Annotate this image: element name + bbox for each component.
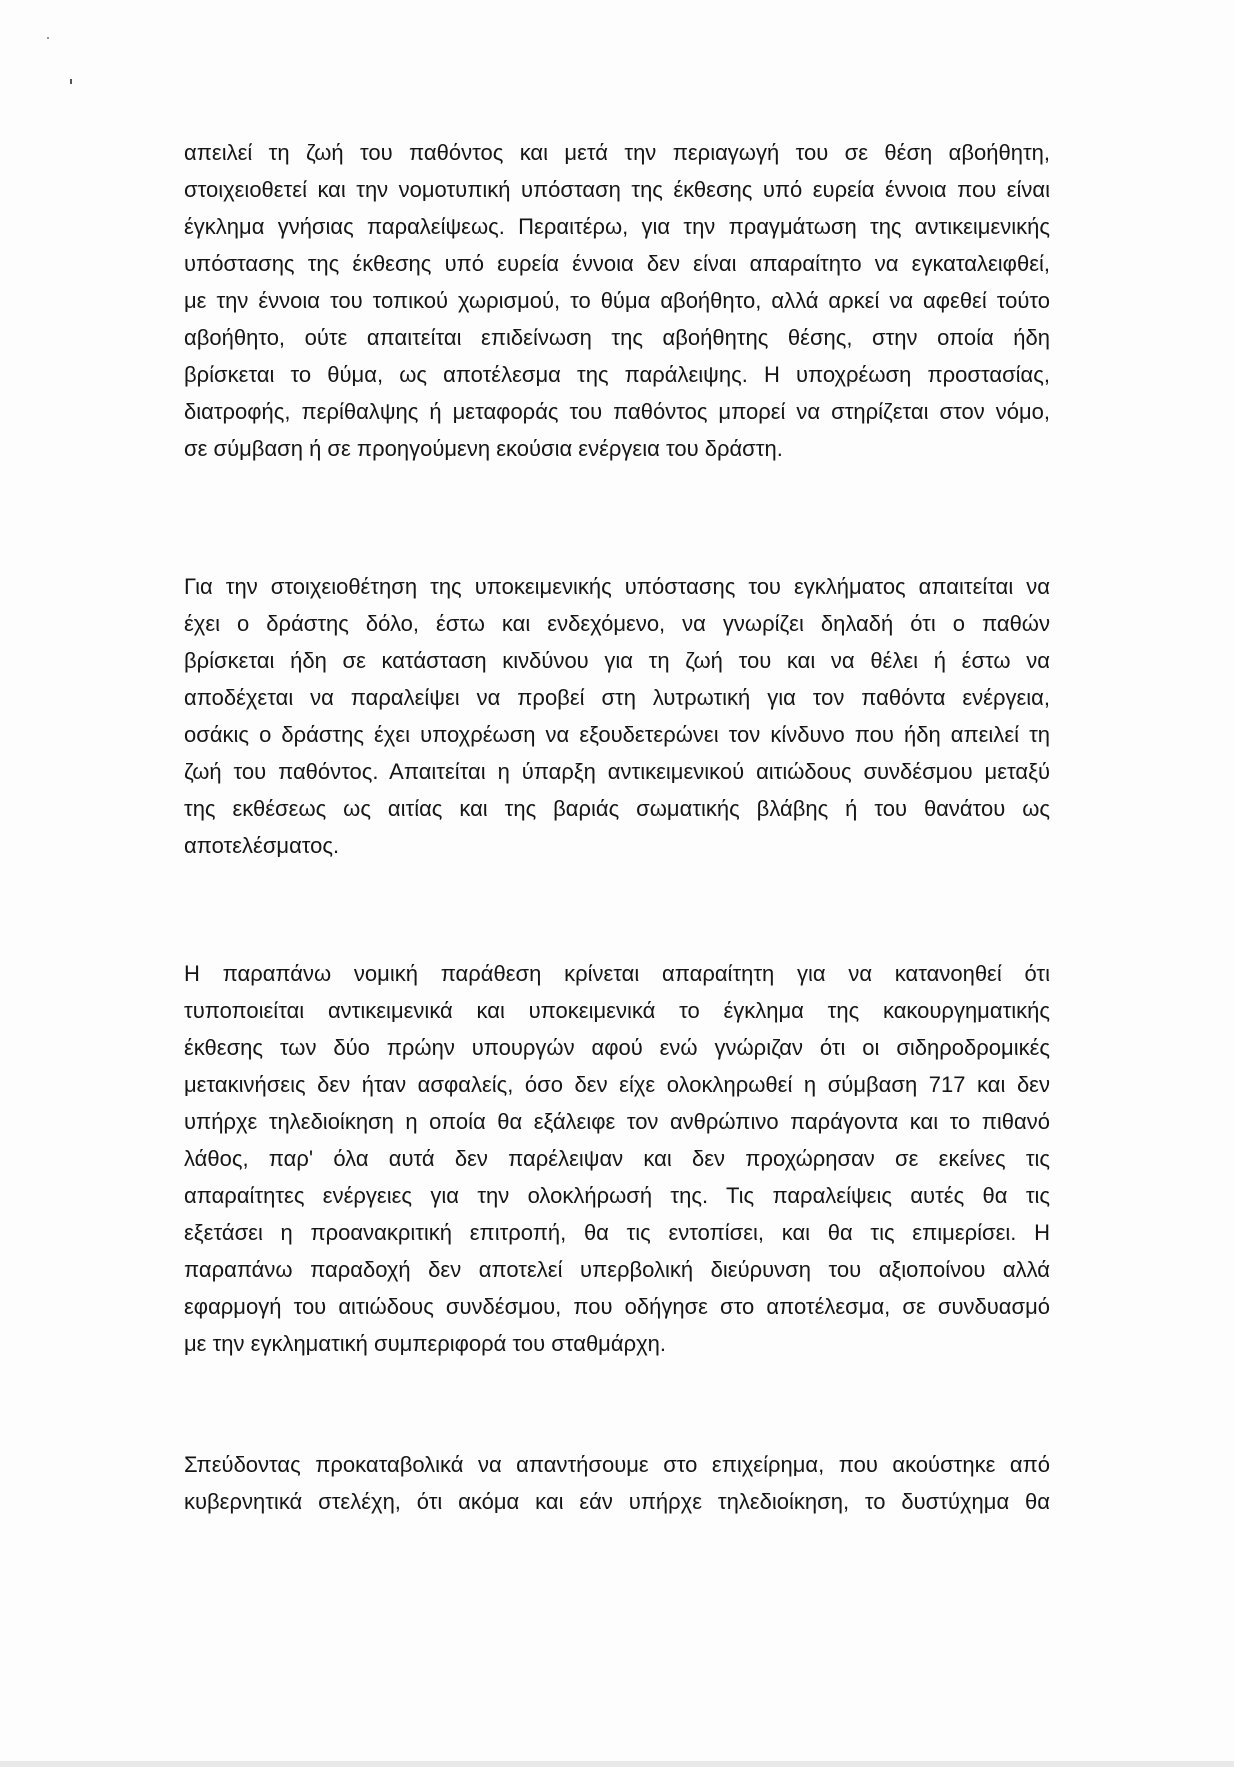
text-line: οσάκις ο δράστης έχει υποχρέωση να εξουδετερώνει τον κίνδυνο που ήδη απειλεί τη [184, 722, 1050, 747]
text-line: μετακινήσεις δεν ήταν ασφαλείς, όσο δεν είχε ολοκληρωθεί η σύμβαση 717 και δεν [184, 1072, 1050, 1097]
text-line: στοιχειοθετεί και την νομοτυπική υπόσταση της έκθεσης υπό ευρεία έννοια που είναι [184, 177, 1050, 202]
text-line: με την εγκληματική συμπεριφορά του σταθμάρχη. [184, 1331, 666, 1356]
text-line: έχει ο δράστης δόλο, έστω και ενδεχόμενο, να γνωρίζει δηλαδή ότι ο παθών [184, 611, 1050, 636]
text-line: έγκλημα γνήσιας παραλείψεως. Περαιτέρω, για την πραγμάτωση της αντικειμενικής [184, 214, 1050, 239]
scan-edge [0, 1761, 1234, 1767]
text-line: βρίσκεται ήδη σε κατάσταση κινδύνου για τη ζωή του και να θέλει ή έστω να [184, 648, 1050, 673]
text-line: υπόστασης της έκθεσης υπό ευρεία έννοια δεν είναι απαραίτητο να εγκαταλειφθεί, [184, 251, 1050, 276]
text-line: Η παραπάνω νομική παράθεση κρίνεται απαραίτητη για να κατανοηθεί ότι [184, 961, 1050, 986]
text-line: εφαρμογή του αιτιώδους συνδέσμου, που οδήγησε στο αποτέλεσμα, σε συνδυασμό [184, 1294, 1050, 1319]
text-line: Για την στοιχειοθέτηση της υποκειμενικής υπόστασης του εγκλήματος απαιτείται να [184, 574, 1050, 599]
text-line: απαραίτητες ενέργειες για την ολοκλήρωσή της. Τις παραλείψεις αυτές θα τις [184, 1183, 1050, 1208]
text-line: διατροφής, περίθαλψης ή μεταφοράς του παθόντος μπορεί να στηρίζεται στον νόμο, [184, 399, 1050, 424]
text-line: Σπεύδοντας προκαταβολικά να απαντήσουμε στο επιχείρημα, που ακούστηκε από [184, 1452, 1050, 1477]
text-line: της εκθέσεως ως αιτίας και της βαριάς σωματικής βλάβης ή του θανάτου ως [184, 796, 1050, 821]
text-line: με την έννοια του τοπικού χωρισμού, το θύμα αβοήθητο, αλλά αρκεί να αφεθεί τούτο [184, 288, 1050, 313]
text-line: εξετάσει η προανακριτική επιτροπή, θα τις εντοπίσει, και θα τις επιμερίσει. Η [184, 1220, 1050, 1245]
text-line: υπήρχε τηλεδιοίκηση η οποία θα εξάλειφε τον ανθρώπινο παράγοντα και το πιθανό [184, 1109, 1050, 1134]
text-line: παραπάνω παραδοχή δεν αποτελεί υπερβολική διεύρυνση του αξιοποίνου αλλά [184, 1257, 1050, 1282]
text-line: λάθος, παρ' όλα αυτά δεν παρέλειψαν και δεν προχώρησαν σε εκείνες τις [184, 1146, 1050, 1171]
text-line: βρίσκεται το θύμα, ως αποτέλεσμα της παράλειψης. Η υποχρέωση προστασίας, [184, 362, 1050, 387]
text-line: απειλεί τη ζωή του παθόντος και μετά την περιαγωγή του σε θέση αβοήθητη, [184, 140, 1050, 165]
text-line: τυποποιείται αντικειμενικά και υποκειμενικά το έγκλημα της κακουργηματικής [184, 998, 1050, 1023]
text-line: αβοήθητο, ούτε απαιτείται επιδείνωση της αβοήθητης θέσης, στην οποία ήδη [184, 325, 1050, 350]
text-line: σε σύμβαση ή σε προηγούμενη εκούσια ενέργεια του δράστη. [184, 436, 783, 461]
scan-mark [70, 79, 72, 84]
text-line: κυβερνητικά στελέχη, ότι ακόμα και εάν υπήρχε τηλεδιοίκηση, το δυστύχημα θα [184, 1489, 1050, 1514]
text-line: αποδέχεται να παραλείψει να προβεί στη λυτρωτική για τον παθόντα ενέργεια, [184, 685, 1050, 710]
text-line: έκθεσης των δύο πρώην υπουργών αφού ενώ γνώριζαν ότι οι σιδηροδρομικές [184, 1035, 1050, 1060]
scan-speck [47, 37, 49, 39]
text-line: αποτελέσματος. [184, 833, 340, 858]
text-line: ζωή του παθόντος. Απαιτείται η ύπαρξη αντικειμενικού αιτιώδους συνδέσμου μεταξύ [184, 759, 1050, 784]
